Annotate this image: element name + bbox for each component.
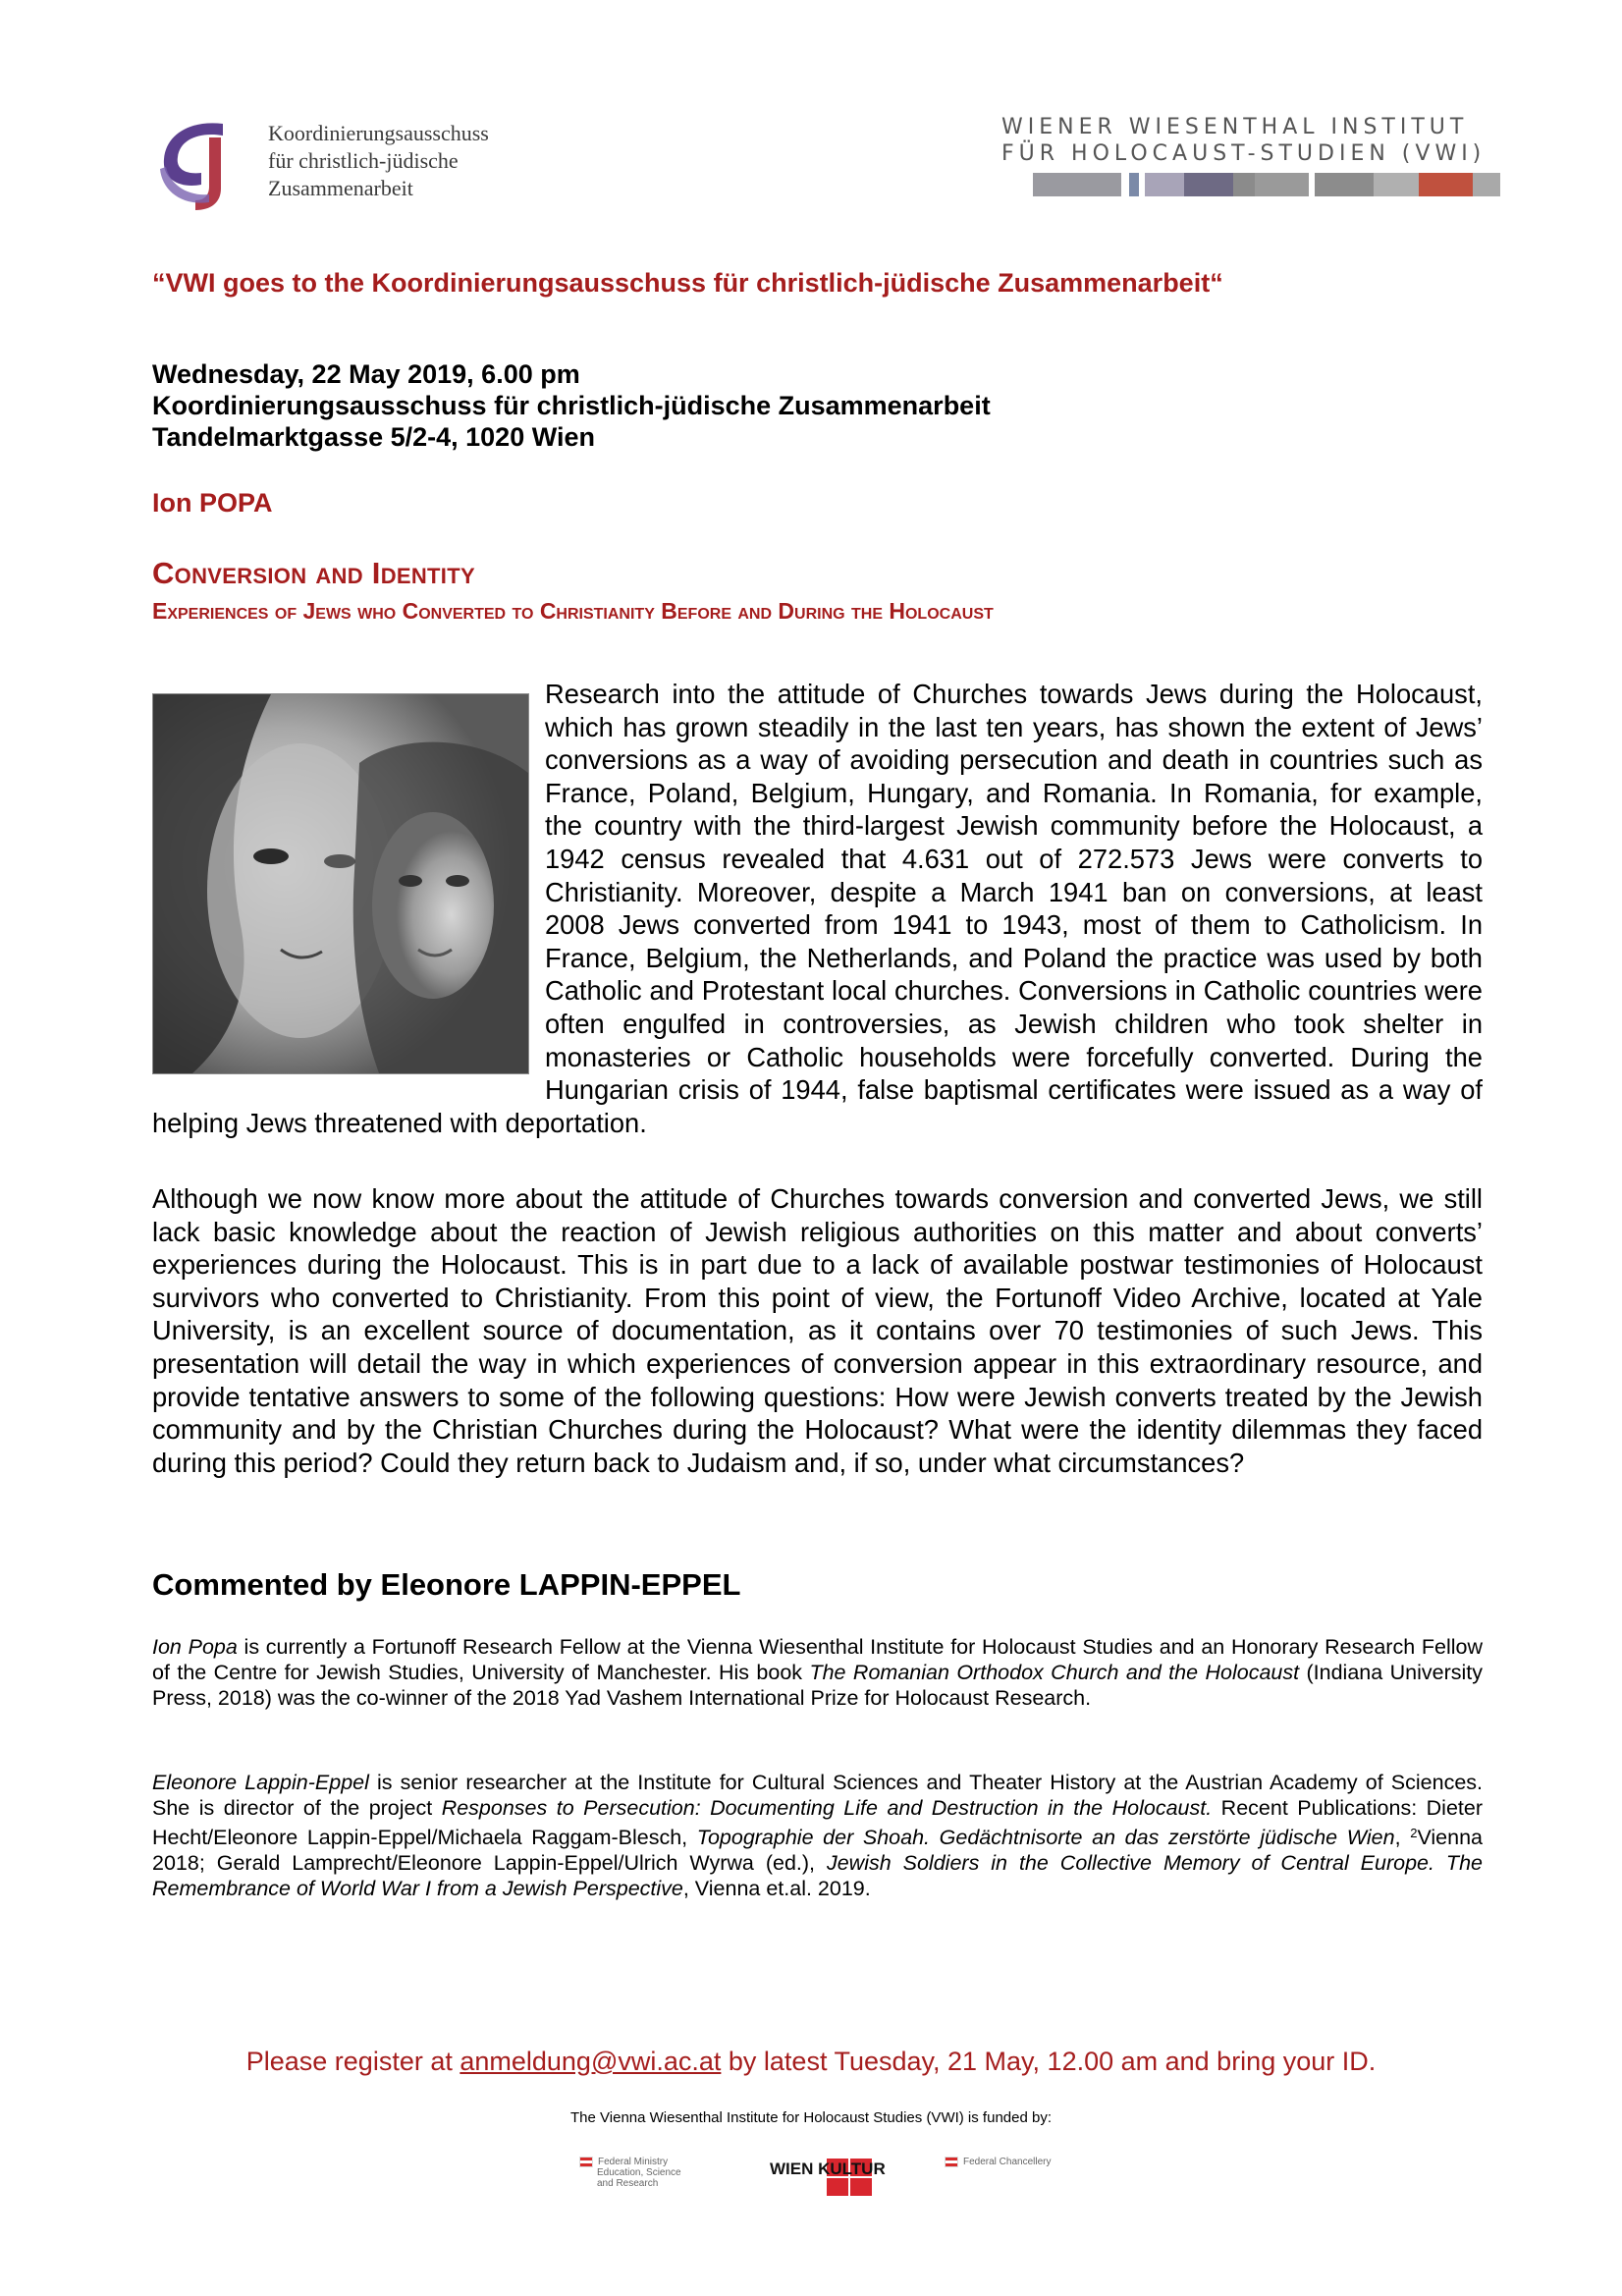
edition-superscript: 2 bbox=[1410, 1826, 1418, 1840]
abstract-paragraph-2: Although we now know more about the attitude of Churches towards conversion and converted Jews, we still lack basic knowledge about the reaction of Jewish religious authorities on this matter and about converts’ experiences during the Holocaust. This is in part due to a lack of available postwar testimonies of Holocaust survivors who converted to Christianity. From this point of view, the Fortunoff Video Archive, located at Yale University, is an excellent source of documentation, as it contains over 70 testimonies of such Jews. This presentation will detail the way in which experiences of conversion appear in this extraordinary resource, and provide tentative answers to some of the following questions: How were Jewish converts treated by the Jewish community and by the Christian Churches during the Holocaust? What were the identity dilemmas they faced during this period? Could they return back to Judaism and, if so, under what circumstances? bbox=[152, 1183, 1483, 1478]
bio-lappin-book-1: Topographie der Shoah. Gedächtnisorte an das zerstörte jüdische Wien bbox=[696, 1826, 1395, 1849]
bio-lappin-book-2: Jewish Soldiers in the Collective Memory of Central Europe. The Remembrance of World War I from a Jewish Perspective bbox=[152, 1851, 1483, 1900]
vwi-line-2: FÜR HOLOCAUST-STUDIEN (VWI) bbox=[1001, 141, 1487, 166]
kcj-emblem-icon bbox=[152, 116, 260, 214]
kcj-wordmark bbox=[268, 120, 489, 202]
kcj-line-1: Koordinierungsausschuss bbox=[268, 121, 489, 145]
event-address: Tandelmarktgasse 5/2-4, 1020 Wien bbox=[152, 422, 595, 452]
kcj-line-2: für christlich-jüdische bbox=[268, 148, 459, 173]
vwi-logo bbox=[1001, 114, 1500, 202]
wien-kultur-mark bbox=[768, 2157, 893, 2200]
bio-popa-name: Ion Popa bbox=[152, 1635, 238, 1659]
austria-flag-icon bbox=[945, 2157, 958, 2167]
austria-flag-icon bbox=[579, 2157, 593, 2167]
kcj-line-3: Zusammenarbeit bbox=[268, 176, 413, 200]
bio-lappin-name: Eleonore Lappin-Eppel bbox=[152, 1771, 369, 1794]
wien-kultur-label: WIEN KULTUR bbox=[770, 2159, 886, 2178]
talk-subtitle: Experiences of Jews who Converted to Christianity Before and During the Holocaust bbox=[152, 598, 994, 624]
register-email-link[interactable]: anmeldung@vwi.ac.at bbox=[460, 2047, 722, 2076]
abstract-paragraph-1 bbox=[152, 678, 1483, 1139]
event-details bbox=[152, 358, 991, 453]
bio-popa: Ion Popa is currently a Fortunoff Research Fellow at the Vienna Wiesenthal Institute for Holocaust Studies and an Honorary Research Fellow of the Centre for Jewish Studies, University of Manchester. His book The Romanian Orthodox Church and the Holocaust (Indiana University Press, 2018) was the co-winner of the 2018 Yad Vashem International Prize for Holocaust Research. bbox=[152, 1635, 1483, 1710]
speaker-name: Ion POPA bbox=[152, 488, 273, 518]
bio-lappin-project: Responses to Persecution: Documenting Life and Destruction in the Holocaust. bbox=[441, 1796, 1213, 1820]
event-title: “VWI goes to the Koordinierungsausschuss für christlich-jüdische Zusammenarbeit“ bbox=[152, 268, 1223, 298]
federal-chancellery-logo: Federal Chancellery bbox=[945, 2157, 1052, 2167]
funded-by-note: The Vienna Wiesenthal Institute for Holocaust Studies (VWI) is funded by: bbox=[570, 2109, 1052, 2126]
wien-kultur-logo bbox=[768, 2157, 893, 2200]
event-date-time: Wednesday, 22 May 2019, 6.00 pm bbox=[152, 359, 580, 389]
kcj-logo bbox=[152, 116, 565, 214]
commented-by: Commented by Eleonore LAPPIN-EPPEL bbox=[152, 1567, 741, 1602]
bio-lappin-eppel: Eleonore Lappin-Eppel is senior researcher at the Institute for Cultural Sciences and Theater History at the Austrian Academy of Sciences. She is director of the project Responses to Persecution: Documenting Life and Destruction in the Holocaust. Recent Publications: Dieter Hecht/Eleonore Lappin-Eppel/Michaela Raggam-Blesch, Topographie der Shoah. Gedächtnisorte an das zerstörte jüdische Wien, $^2$Vienna 2018; Gerald Lamprecht/Eleonore Lappin-Eppel/Ulrich Wyrwa (ed.), Jewish Soldiers in the Collective Memory of Central Europe. The Remembrance of World War I from a Jewish Perspective, Vienna et.al. 2019. bbox=[152, 1771, 1484, 1900]
abstract-paragraph-1-text: Research into the attitude of Churches towards Jews during the Holocaust, which has grown steadily in the last ten years, has shown the extent of Jews’ conversions as a way of avoiding persecution and death in countries such as France, Poland, Belgium, Hungary, and Romania. In Romania, for example, the country with the third-largest Jewish community before the Holocaust, a 1942 census revealed that 4.631 out of 272.573 Jews were converts to Christianity. Moreover, despite a March 1941 ban on conversions, at least 2008 Jews converted from 1941 to 1943, most of them to Catholicism. In France, Belgium, the Netherlands, and Poland the practice was used by both Catholic and Protestant local churches. Conversions in Catholic countries were often engulfed in controversies, as Jewish children who took shelter in monasteries or Catholic households were forcefully converted. During the Hungarian crisis of 1944, false baptismal certificates were issued as a way of helping Jews threatened with deportation. bbox=[152, 679, 1483, 1138]
talk-title: Conversion and Identity bbox=[152, 556, 475, 590]
registration-note: Please register at anmeldung@vwi.ac.at by latest Tuesday, 21 May, 12.00 am and bring your ID. bbox=[245, 2047, 1377, 2076]
bio-popa-book: The Romanian Orthodox Church and the Holocaust bbox=[809, 1661, 1300, 1684]
vwi-color-bar bbox=[1033, 173, 1500, 196]
event-venue: Koordinierungsausschuss für christlich-jüdische Zusammenarbeit bbox=[152, 391, 991, 420]
vwi-line-1: WIENER WIESENTHAL INSTITUT bbox=[1001, 115, 1469, 139]
federal-ministry-logo: Federal Ministry Education, Science and Research bbox=[579, 2157, 681, 2189]
